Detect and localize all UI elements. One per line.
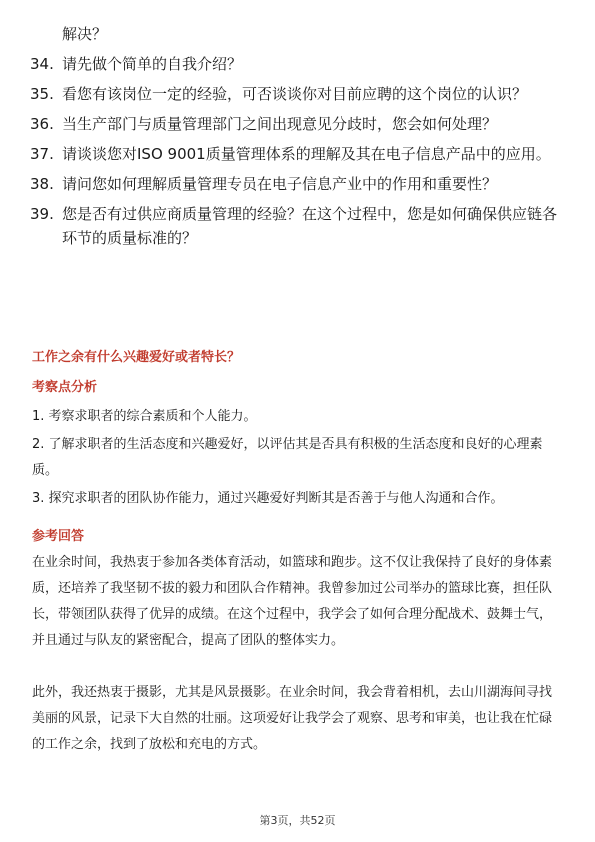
page-number: 第3页，共52页 [259, 814, 336, 827]
answer-title: 参考回答 [32, 529, 85, 544]
answer-paragraph: 此外，我还热衷于摄影，尤其是风景摄影。在业余时间，我会背着相机，去山川湖海间寻找美丽的风景，记录下大自然的壮丽。这项爱好让我学会了观察、思考和审美，也让我在忙碌的工作之余，找到了放松和充电的方式。 [32, 685, 553, 752]
question-text: 请问您如何理解质量管理专员在电子信息产业中的作用和重要性？ [62, 175, 498, 193]
question-text: 您是否有过供应商质量管理的经验？在这个过程中，您是如何确保供应链各环节的质量标准的？ [62, 205, 558, 247]
question-number: 35. [30, 85, 54, 103]
question-item [30, 202, 570, 250]
question-text: 请谈谈您对ISO 9001质量管理体系的理解及其在电子信息产品中的应用。 [62, 145, 551, 163]
answer-paragraph: 在业余时间，我热衷于参加各类体育活动，如篮球和跑步。这不仅让我保持了良好的身体素质，还培养了我坚韧不拔的毅力和团队合作精神。我曾参加过公司举办的篮球比赛，担任队长，带领团队获得了优异的成绩。在这个过程中，我学会了如何合理分配战术、鼓舞士气，并且通过与队友的紧密配合，提高了团队的整体实力。 [32, 555, 553, 648]
question-item [30, 112, 570, 136]
analysis-item: 2. 了解求职者的生活态度和兴趣爱好，以评估其是否具有积极的生活态度和良好的心理素质。 [32, 437, 543, 478]
question-continuation: 解决？ [62, 25, 108, 43]
question-item [30, 82, 570, 106]
section-title: 工作之余有什么兴趣爱好或者特长？ [32, 350, 241, 365]
question-number: 37. [30, 145, 54, 163]
question-item [30, 142, 570, 166]
question-number: 39. [30, 205, 54, 223]
question-item [30, 172, 570, 196]
analysis-item: 1. 考察求职者的综合素质和个人能力。 [32, 409, 257, 424]
question-text: 请先做个简单的自我介绍？ [62, 55, 243, 73]
question-text: 当生产部门与质量管理部门之间出现意见分歧时，您会如何处理？ [62, 115, 498, 133]
question-item [30, 52, 570, 76]
question-list [30, 22, 570, 256]
question-number: 34. [30, 55, 54, 73]
answer-body [32, 550, 564, 784]
question-number: 36. [30, 115, 54, 133]
question-text: 看您有该岗位一定的经验，可否谈谈你对目前应聘的这个岗位的认识？ [62, 85, 528, 103]
analysis-title: 考察点分析 [32, 380, 98, 395]
analysis-item: 3. 探究求职者的团队协作能力，通过兴趣爱好判断其是否善于与他人沟通和合作。 [32, 491, 504, 506]
analysis-list [32, 404, 562, 514]
question-number: 38. [30, 175, 54, 193]
